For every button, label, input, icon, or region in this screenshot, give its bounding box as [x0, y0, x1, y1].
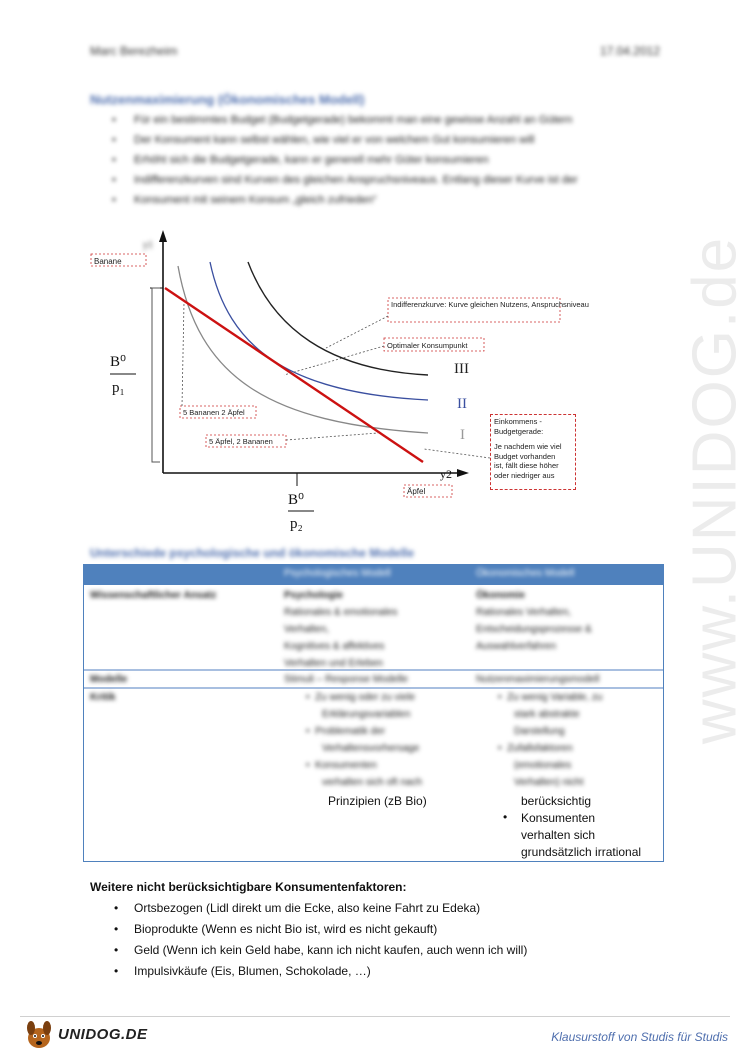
- section-title-unterschiede: Unterschiede psychologische und ökonomische Modelle: [90, 546, 415, 560]
- x-intercept-denominator: p₂: [290, 516, 303, 532]
- y-bracket: [152, 288, 160, 462]
- dog-icon: [22, 1018, 56, 1052]
- x-axis-tag: Äpfel: [407, 487, 426, 496]
- combo1-label: 5 Bananen 2 Äpfel: [183, 408, 245, 417]
- list-item: • Für ein bestimmtes Budget (Budgetgerade) bekommt man eine gewisse Anzahl an Gütern: [110, 110, 670, 130]
- indifference-note-arrow: [326, 316, 388, 348]
- footer-tagline: Klausurstoff von Studis für Studis: [551, 1030, 728, 1044]
- factors-list: [110, 898, 527, 982]
- section-title-nutzenmaximierung: Nutzenmaximierung (Ökonomisches Modell): [90, 92, 365, 107]
- y-intercept-numerator: B⁰: [110, 354, 127, 370]
- budget-note-line: Budget vorhanden: [494, 451, 556, 461]
- cell-ansatz-oeko: Ökonomie Rationales Verhalten, Entscheidungsprozesse & Auswahlverfahren: [476, 590, 592, 652]
- x-axis-label: y2: [440, 467, 452, 481]
- kritik-oeko-visible-item: Konsumenten verhalten sich grundsätzlich irrational: [521, 811, 642, 859]
- y-axis-label: y1: [143, 240, 153, 251]
- list-item: • Ortsbezogen (Lidl direkt um die Ecke, also keine Fahrt zu Edeka): [110, 898, 527, 919]
- y-axis-arrow: [159, 230, 167, 242]
- factors-title: Weitere nicht berücksichtigbare Konsumentenfaktoren:: [90, 880, 407, 894]
- cell-kritik-psych: • Zu wenig oder zu viele Erklärungsvariablen • Problematik der Verhaltensvorhersage • Konsumenten verhalten sich oft nach: [306, 692, 423, 788]
- cell-modelle-oeko: Nutzenmaximierungsmodell: [476, 674, 600, 685]
- logo-text: UNIDOG.DE: [58, 1026, 148, 1043]
- x-intercept-numerator: B⁰: [288, 492, 305, 508]
- bullet-dot: •: [503, 810, 508, 824]
- budget-note-line: Je nachdem wie viel: [494, 442, 562, 451]
- footer-divider: [20, 1016, 730, 1017]
- header-date: 17.04.2012: [599, 44, 660, 58]
- watermark: www.UNIDOG.de: [680, 235, 750, 745]
- row-label-kritik: Kritik: [90, 692, 116, 703]
- budget-note-arrow: [424, 449, 490, 458]
- kritik-oeko-visible-line: berücksichtig: [521, 794, 592, 808]
- budget-note-title: Einkommens - Budgetgerade:: [494, 417, 544, 436]
- header-author: Marc Berezheim: [90, 44, 178, 58]
- y-intercept-denominator: p₁: [112, 380, 125, 396]
- y-axis-tag: Banane: [94, 257, 122, 266]
- budget-note-line: oder niedriger aus: [494, 470, 555, 480]
- optimal-note: Optimaler Konsumpunkt: [387, 341, 468, 350]
- column-header-oeko: Ökonomisches Modell: [476, 568, 575, 579]
- budget-note: [490, 414, 576, 490]
- curve-label-i: I: [460, 427, 465, 443]
- curve-label-ii: II: [457, 396, 467, 412]
- cell-kritik-oeko: • Zu wenig Variable, zu stark abstrakte Darstellung • Zufallsfaktoren (emotionales Verhalten) nicht: [498, 692, 603, 788]
- kritik-psych-visible: Prinzipien (zB Bio): [328, 794, 427, 808]
- row-label-modelle: Modelle: [90, 674, 128, 685]
- combo2-label: 5 Äpfel, 2 Bananen: [209, 437, 273, 446]
- table-clear-region: [84, 794, 663, 861]
- curve-label-iii: III: [454, 361, 469, 377]
- row-label-ansatz: Wissenschaftlicher Ansatz: [90, 590, 217, 601]
- indifference-note: Indifferenzkurve: Kurve gleichen Nutzens, Anspruchsniveau: [391, 300, 589, 309]
- indifference-curve-ii: [210, 262, 428, 400]
- combo1-arrow: [182, 302, 184, 406]
- x-axis-arrow: [457, 469, 469, 477]
- list-item-continued: • Konsument mit seinem Konsum „gleich zufrieden“: [110, 190, 670, 210]
- cell-modelle-psych: Stimuli – Response Modelle: [284, 674, 408, 685]
- column-header-psych: Psychologisches Modell: [284, 568, 391, 579]
- list-item: • Der Konsument kann selbst wählen, wie viel er von welchem Gut konsumieren will: [110, 130, 670, 150]
- combo2-arrow: [286, 433, 378, 440]
- list-item: • Impulsivkäufe (Eis, Blumen, Schokolade, …): [110, 961, 527, 982]
- list-item: • Erhöht sich die Budgetgerade, kann er generell mehr Güter konsumieren: [110, 150, 670, 170]
- list-item: • Bioprodukte (Wenn es nicht Bio ist, wird es nicht gekauft): [110, 919, 527, 940]
- list-item: • Geld (Wenn ich kein Geld habe, kann ich nicht kaufen, auch wenn ich will): [110, 940, 527, 961]
- bullet-list-nutzenmaximierung: [110, 110, 670, 210]
- cell-ansatz-psych: Psychologie Rationales & emotionales Verhalten, Kognitives & affektives Verhalten und Erleben: [284, 590, 398, 669]
- optimal-note-arrow: [284, 346, 384, 375]
- comparison-table: [83, 564, 664, 862]
- list-item: • Indifferenzkurven sind Kurven des gleichen Anspruchsniveaus. Entlang dieser Kurve ist der: [110, 170, 670, 190]
- budget-line: [165, 288, 423, 462]
- unidog-logo: [22, 1018, 162, 1052]
- budget-note-line: ist, fällt diese höher: [494, 461, 559, 470]
